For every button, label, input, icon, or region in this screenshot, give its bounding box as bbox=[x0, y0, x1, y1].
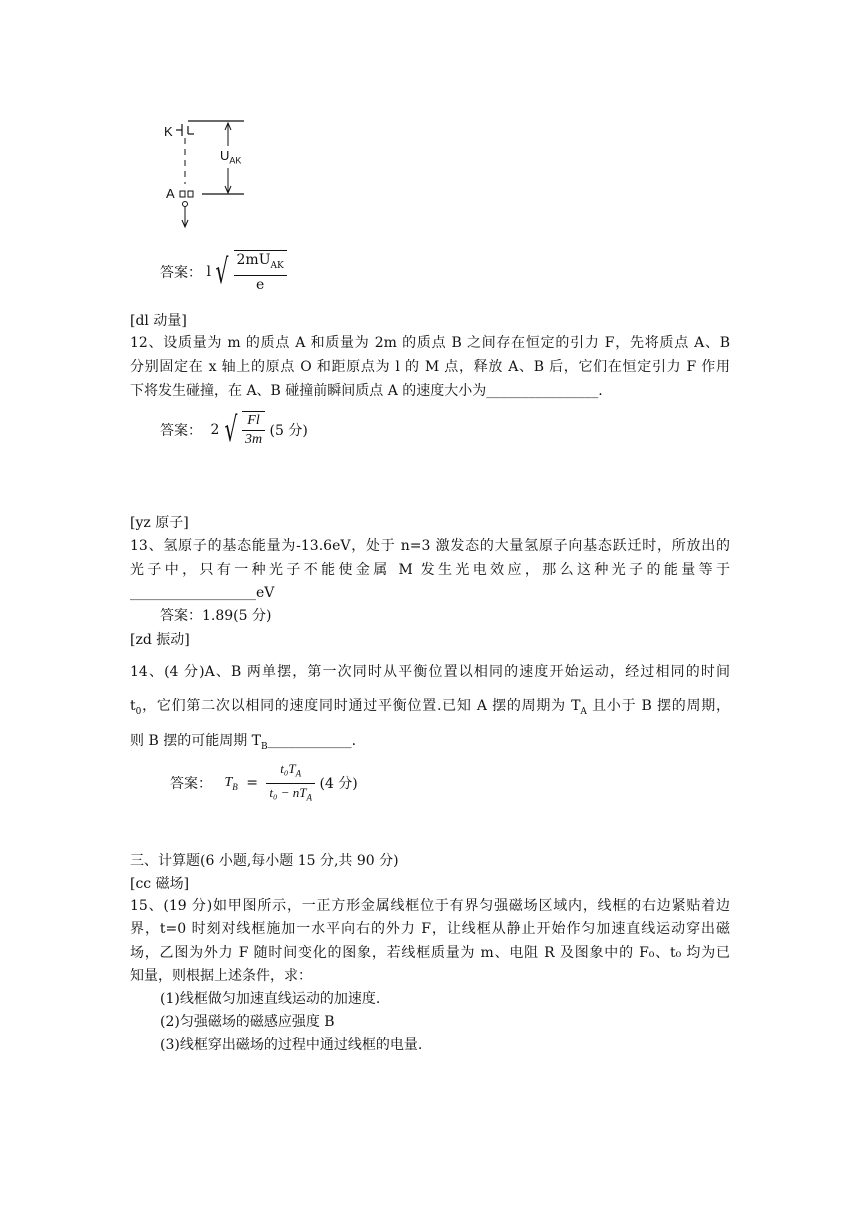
q12-answer bbox=[160, 410, 308, 450]
label-a: A bbox=[166, 186, 175, 201]
q15-sub-3: (3)线框穿出磁场的过程中通过线框的电量. bbox=[160, 1037, 423, 1053]
circuit-diagram bbox=[160, 112, 260, 232]
q14-answer bbox=[170, 760, 358, 806]
sqrt-sign: √ bbox=[215, 251, 229, 292]
answer-coef: l bbox=[206, 263, 211, 280]
q14-line-3: 则 B 摆的可能周期 $T_B\_\_\_\_\_\_\_\_\_\_\_\_$. bbox=[130, 733, 357, 752]
q13-answer: 答案：1.89(5 分) bbox=[160, 608, 272, 624]
formula-eq: = bbox=[246, 775, 258, 792]
q13-line-1: 13、氢原子的基态能量为-13.6eV，处于 n=3 激发态的大量氢原子向基态跃迁时，所放出的 bbox=[130, 538, 730, 554]
q15-sub-1: (1)线框做匀加速直线运动的加速度. bbox=[160, 991, 381, 1007]
answer-coef: 2 bbox=[210, 422, 220, 438]
q11-answer bbox=[160, 250, 287, 294]
label-uak: $U_{AK}$ bbox=[220, 148, 242, 166]
q14-line-1: 14、(4 分)A、B 两单摆，第一次同时从平衡位置以相同的速度开始运动，经过相同的时间 bbox=[130, 664, 730, 680]
answer-label: 答案： bbox=[160, 423, 202, 439]
q15-sub-2: (2)匀强磁场的磁感应强度 B bbox=[160, 1014, 335, 1030]
answer-fraction: $\frac{2mU_{AK}}{e}$ bbox=[234, 250, 287, 294]
q12-tag: [dl 动量] bbox=[130, 313, 187, 329]
q15-line-4: 知量，则根据上述条件，求： bbox=[130, 968, 312, 984]
q15-line-1: 15、(19 分)如甲图所示，一正方形金属线框位于有界匀强磁场区域内，线框的右边紧贴着边 bbox=[130, 898, 730, 914]
q13-line-3: __________________eV bbox=[130, 585, 275, 601]
formula-lhs: $T_B$ bbox=[224, 774, 238, 792]
q15-line-3: 场，乙图为外力 F 随时间变化的图象，若线框质量为 m、电阻 R 及图象中的 F₀、t₀ 均为已 bbox=[130, 945, 730, 961]
q14-line-2: $t_0$，它们第二次以相同的速度同时通过平衡位置.已知 A 摆的周期为 $T_A$ 且小于 B 摆的周期， bbox=[130, 698, 730, 717]
q13-line-2: 光子中，只有一种光子不能使金属 M 发生光电效应，那么这种光子的能量等于 bbox=[130, 562, 730, 578]
section-3-title: 三、计算题(6 小题,每小题 15 分,共 90 分) bbox=[130, 853, 399, 869]
formula-fraction: $\frac{t_0T_A}{t_0 - nT_A}$ bbox=[266, 760, 315, 806]
q12-line-2: 分别固定在 x 轴上的原点 O 和距原点为 l 的 M 点，释放 A、B 后，它们在恒定引力 F 作用 bbox=[130, 359, 730, 375]
answer-score: (5 分) bbox=[269, 423, 308, 439]
answer-label: 答案： bbox=[160, 264, 202, 281]
answer-fraction: $\frac{Fl}{3m}$ bbox=[242, 411, 265, 449]
q12-line-3: 下将发生碰撞，在 A、B 碰撞前瞬间质点 A 的速度大小为________________. bbox=[130, 383, 603, 399]
label-k: K bbox=[164, 124, 173, 139]
answer-label: 答案： bbox=[170, 776, 212, 793]
sqrt-sign: √ bbox=[224, 410, 238, 450]
q12-line-1: 12、设质量为 m 的质点 A 和质量为 2m 的质点 B 之间存在恒定的引力 F，先将质点 A、B bbox=[130, 335, 730, 351]
answer-score: (4 分) bbox=[319, 776, 358, 793]
q13-tag: [yz 原子] bbox=[130, 515, 189, 531]
q14-tag: [zd 振动] bbox=[130, 632, 190, 648]
q15-line-2: 界，t=0 时刻对线框施加一水平向右的外力 F，让线框从静止开始作匀加速直线运动穿出磁 bbox=[130, 921, 730, 937]
plates-figure bbox=[160, 112, 260, 232]
section-3-tag: [cc 磁场] bbox=[130, 876, 190, 892]
